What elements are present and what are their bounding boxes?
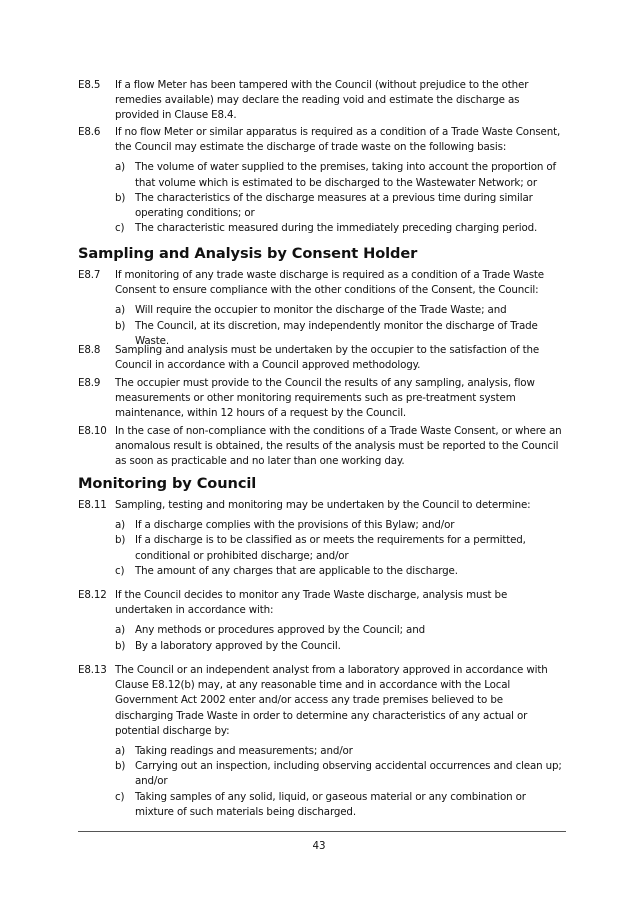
list-item-text: The characteristics of the discharge measures at a previous time during similar operating conditions; or	[135, 191, 533, 220]
list-item-text: The Council, at its discretion, may independently monitor the discharge of Trade Waste.	[135, 319, 538, 347]
clause-number: E8.11	[78, 499, 107, 511]
list-item-text: The amount of any charges that are applicable to the discharge.	[135, 564, 458, 577]
clause-e8-7	[78, 268, 564, 349]
list-item	[115, 221, 564, 236]
clause-number: E8.10	[78, 425, 107, 437]
section-heading-sampling: Sampling and Analysis by Consent Holder	[78, 245, 418, 262]
list-item-text: If a discharge is to be classified as or meets the requirements for a permitted, conditional or prohibited discharge; and/or	[135, 534, 526, 562]
clause-e8-13	[78, 663, 564, 820]
clause-text: Sampling, testing and monitoring may be undertaken by the Council to determine:	[115, 499, 531, 511]
clause-number: E8.8	[78, 344, 101, 356]
list-item-text: Taking readings and measurements; and/or	[135, 745, 353, 758]
clause-text: If no flow Meter or similar apparatus is required as a condition of a Trade Waste Consent, the Council may estimate the discharge of trade waste on the following basis:	[115, 126, 561, 154]
clause-text: If monitoring of any trade waste discharge is required as a condition of a Trade Waste Consent to ensure compliance with the other conditions of the Consent, the Council:	[115, 269, 544, 297]
list-item-label: c)	[115, 222, 125, 235]
list-item	[115, 518, 564, 533]
list-item-text: The characteristic measured during the immediately preceding charging period.	[135, 222, 538, 235]
clause-number: E8.9	[78, 377, 101, 389]
list-item-label: b)	[115, 534, 126, 547]
clause-e8-5	[78, 78, 564, 124]
list-item-label: a)	[115, 161, 126, 174]
list-item	[115, 533, 564, 563]
clause-text: The Council or an independent analyst from a laboratory approved in accordance with Clause E8.12(b) may, at any reasonable time and in accordance with the Local Government Act 2002 enter and/or access any trade premises believed to be discharging Trade Waste in order to determine any characteristics of any actual or potential discharge by:	[115, 664, 548, 737]
list-item-label: b)	[115, 760, 126, 773]
clause-e8-11	[78, 498, 564, 579]
list-item-label: a)	[115, 304, 126, 317]
list-item	[115, 623, 564, 638]
list-item-label: a)	[115, 519, 126, 532]
clause-text: If the Council decides to monitor any Trade Waste discharge, analysis must be undertaken in accordance with:	[115, 589, 508, 617]
clause-e8-8	[78, 343, 564, 373]
list-item	[115, 303, 564, 318]
list-item-label: b)	[115, 319, 126, 332]
clause-number: E8.6	[78, 126, 101, 138]
clause-number: E8.13	[78, 664, 107, 676]
list-item-label: c)	[115, 790, 125, 803]
list-item-label: b)	[115, 639, 126, 652]
page-number: 43	[312, 840, 326, 852]
list-item	[115, 639, 564, 654]
clause-text: In the case of non-compliance with the conditions of a Trade Waste Consent, or where an anomalous result is obtained, the results of the analysis must be reported to the Council as soon as practicable and no later than one working day.	[115, 425, 562, 468]
list-item-text: Any methods or procedures approved by the Council; and	[135, 624, 425, 637]
list-item	[115, 744, 564, 759]
list-item-label: c)	[115, 564, 125, 577]
list-item-label: a)	[115, 745, 126, 758]
list-item-label: a)	[115, 624, 126, 637]
list-item-text: The volume of water supplied to the premises, taking into account the proportion of that volume which is estimated to be discharged to the Wastewater Network; or	[135, 161, 556, 189]
list-item	[115, 759, 564, 789]
list-item	[115, 160, 564, 190]
footer-divider	[78, 831, 566, 832]
list-item-text: Will require the occupier to monitor the discharge of the Trade Waste; and	[135, 304, 507, 317]
clause-text: If a flow Meter has been tampered with the Council (without prejudice to the other remedies available) may declare the reading void and estimate the discharge as provided in Clause E8.4.	[115, 79, 529, 122]
list-item	[115, 191, 564, 221]
list-item-text: Carrying out an inspection, including observing accidental occurrences and clean up; and/or	[135, 760, 562, 788]
list-item-text: Taking samples of any solid, liquid, or gaseous material or any combination or mixture of such materials being discharged.	[135, 790, 526, 818]
clause-number: E8.5	[78, 79, 101, 91]
clause-text: The occupier must provide to the Council the results of any sampling, analysis, flow measurements or other monitoring requirements such as pre-treatment system maintenance, within 12 hours of a request by the Council.	[115, 377, 535, 420]
clause-e8-6	[78, 125, 564, 236]
list-item-text: If a discharge complies with the provisions of this Bylaw; and/or	[135, 519, 455, 532]
list-item	[115, 564, 564, 579]
list-item	[115, 790, 564, 820]
clause-number: E8.12	[78, 589, 107, 601]
list-item-label: b)	[115, 191, 126, 204]
clause-text: Sampling and analysis must be undertaken by the occupier to the satisfaction of the Council in accordance with a Council approved methodology.	[115, 344, 540, 372]
clause-number: E8.7	[78, 269, 101, 281]
clause-e8-9	[78, 376, 564, 422]
section-heading-monitoring: Monitoring by Council	[78, 475, 257, 492]
list-item-text: By a laboratory approved by the Council.	[135, 639, 341, 652]
clause-e8-10	[78, 424, 564, 470]
clause-e8-12	[78, 588, 564, 654]
